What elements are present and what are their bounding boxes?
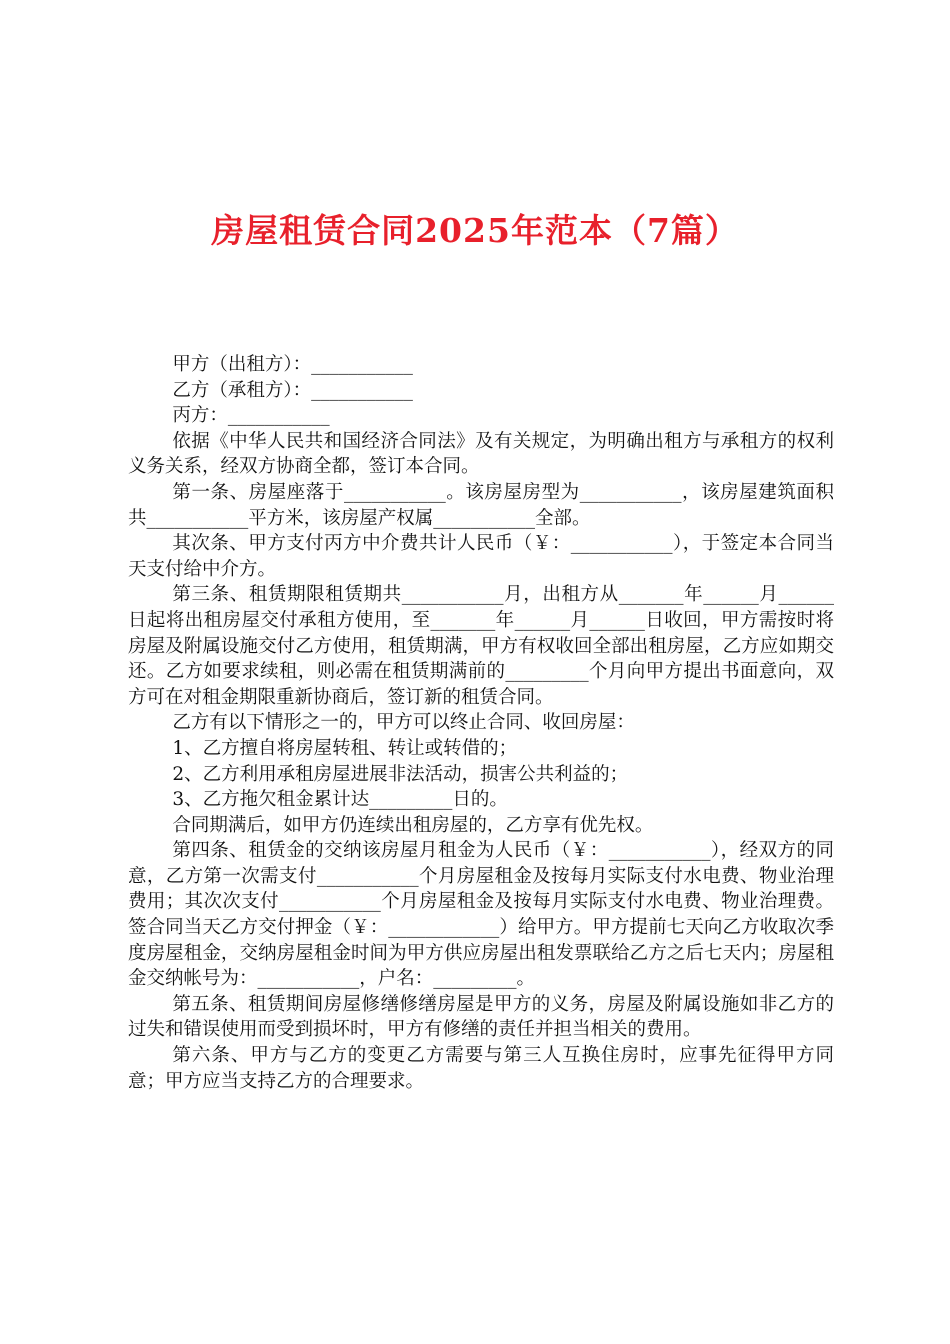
document-title: 房屋租赁合同2025年范本（7篇） [211, 211, 739, 250]
article-3-paragraph: 第三条、租赁期限租赁期共___________月，出租方从_______年______月______日起将出租房屋交付承租方使用，至_______年______月______日收回，甲方需按时将房屋及附属设施交付乙方使用，租赁期满，甲方有权收回全部出租房屋，乙方应如期交还。乙方如要求续租，则必需在租赁期满前的_________个月向甲方提出书面意向，双方可在对租金期限重新协商后，签订新的租赁合同。 [128, 584, 834, 708]
article-2-paragraph: 其次条、甲方支付丙方中介费共计人民币（￥：___________），于签定本合同当天支付给中介方。 [128, 533, 834, 580]
priority-paragraph: 合同期满后，如甲方仍连续出租房屋的，乙方享有优先权。 [172, 814, 654, 836]
party-c-line: 丙方：___________ [172, 405, 330, 427]
article-6-paragraph: 第六条、甲方与乙方的变更乙方需要与第三人互换住房时，应事先征得甲方同意；甲方应当支持乙方的合理要求。 [128, 1045, 834, 1092]
preamble-paragraph: 依据《中华人民共和国经济合同法》及有关规定，为明确出租方与承租方的权利义务关系，经双方协商全都，签订本合同。 [128, 430, 834, 478]
party-b-line: 乙方（承租方）：___________ [172, 379, 413, 401]
article-1-paragraph: 第一条、房屋座落于___________。该房屋房型为___________，该房屋建筑面积共___________平方米，该房屋产权属___________全部。 [128, 481, 834, 529]
termination-item-2: 2、乙方利用承租房屋进展非法活动，损害公共利益的； [172, 763, 629, 785]
termination-intro-paragraph: 乙方有以下情形之一的，甲方可以终止合同、收回房屋： [172, 712, 635, 734]
termination-item-3: 3、乙方拖欠租金累计达_________日的。 [172, 789, 508, 811]
party-a-line: 甲方（出租方）：___________ [172, 354, 413, 375]
article-5-paragraph: 第五条、租赁期间房屋修缮修缮房屋是甲方的义务，房屋及附属设施如非乙方的过失和错误使用而受到损坏时，甲方有修缮的责任并担当相关的费用。 [128, 993, 834, 1041]
termination-item-1: 1、乙方擅自将房屋转租、转让或转借的； [172, 737, 518, 759]
article-4-paragraph: 第四条、租赁金的交纳该房屋月租金为人民币（￥：___________），经双方的同意，乙方第一次需支付___________个月房屋租金及按每月实际支付水电费、物业治理费用；其次次支付___________个月房屋租金及按每月实际支付水电费、物业治理费。签合同当天乙方交付押金（￥：____________）给甲方。甲方提前七天向乙方收取次季度房屋租金，交纳房屋租金时间为甲方供应房屋出租发票联给乙方之后七天内；房屋租金交纳帐号为：___________，户名：_________。 [128, 840, 834, 990]
contract-body [128, 352, 834, 1094]
